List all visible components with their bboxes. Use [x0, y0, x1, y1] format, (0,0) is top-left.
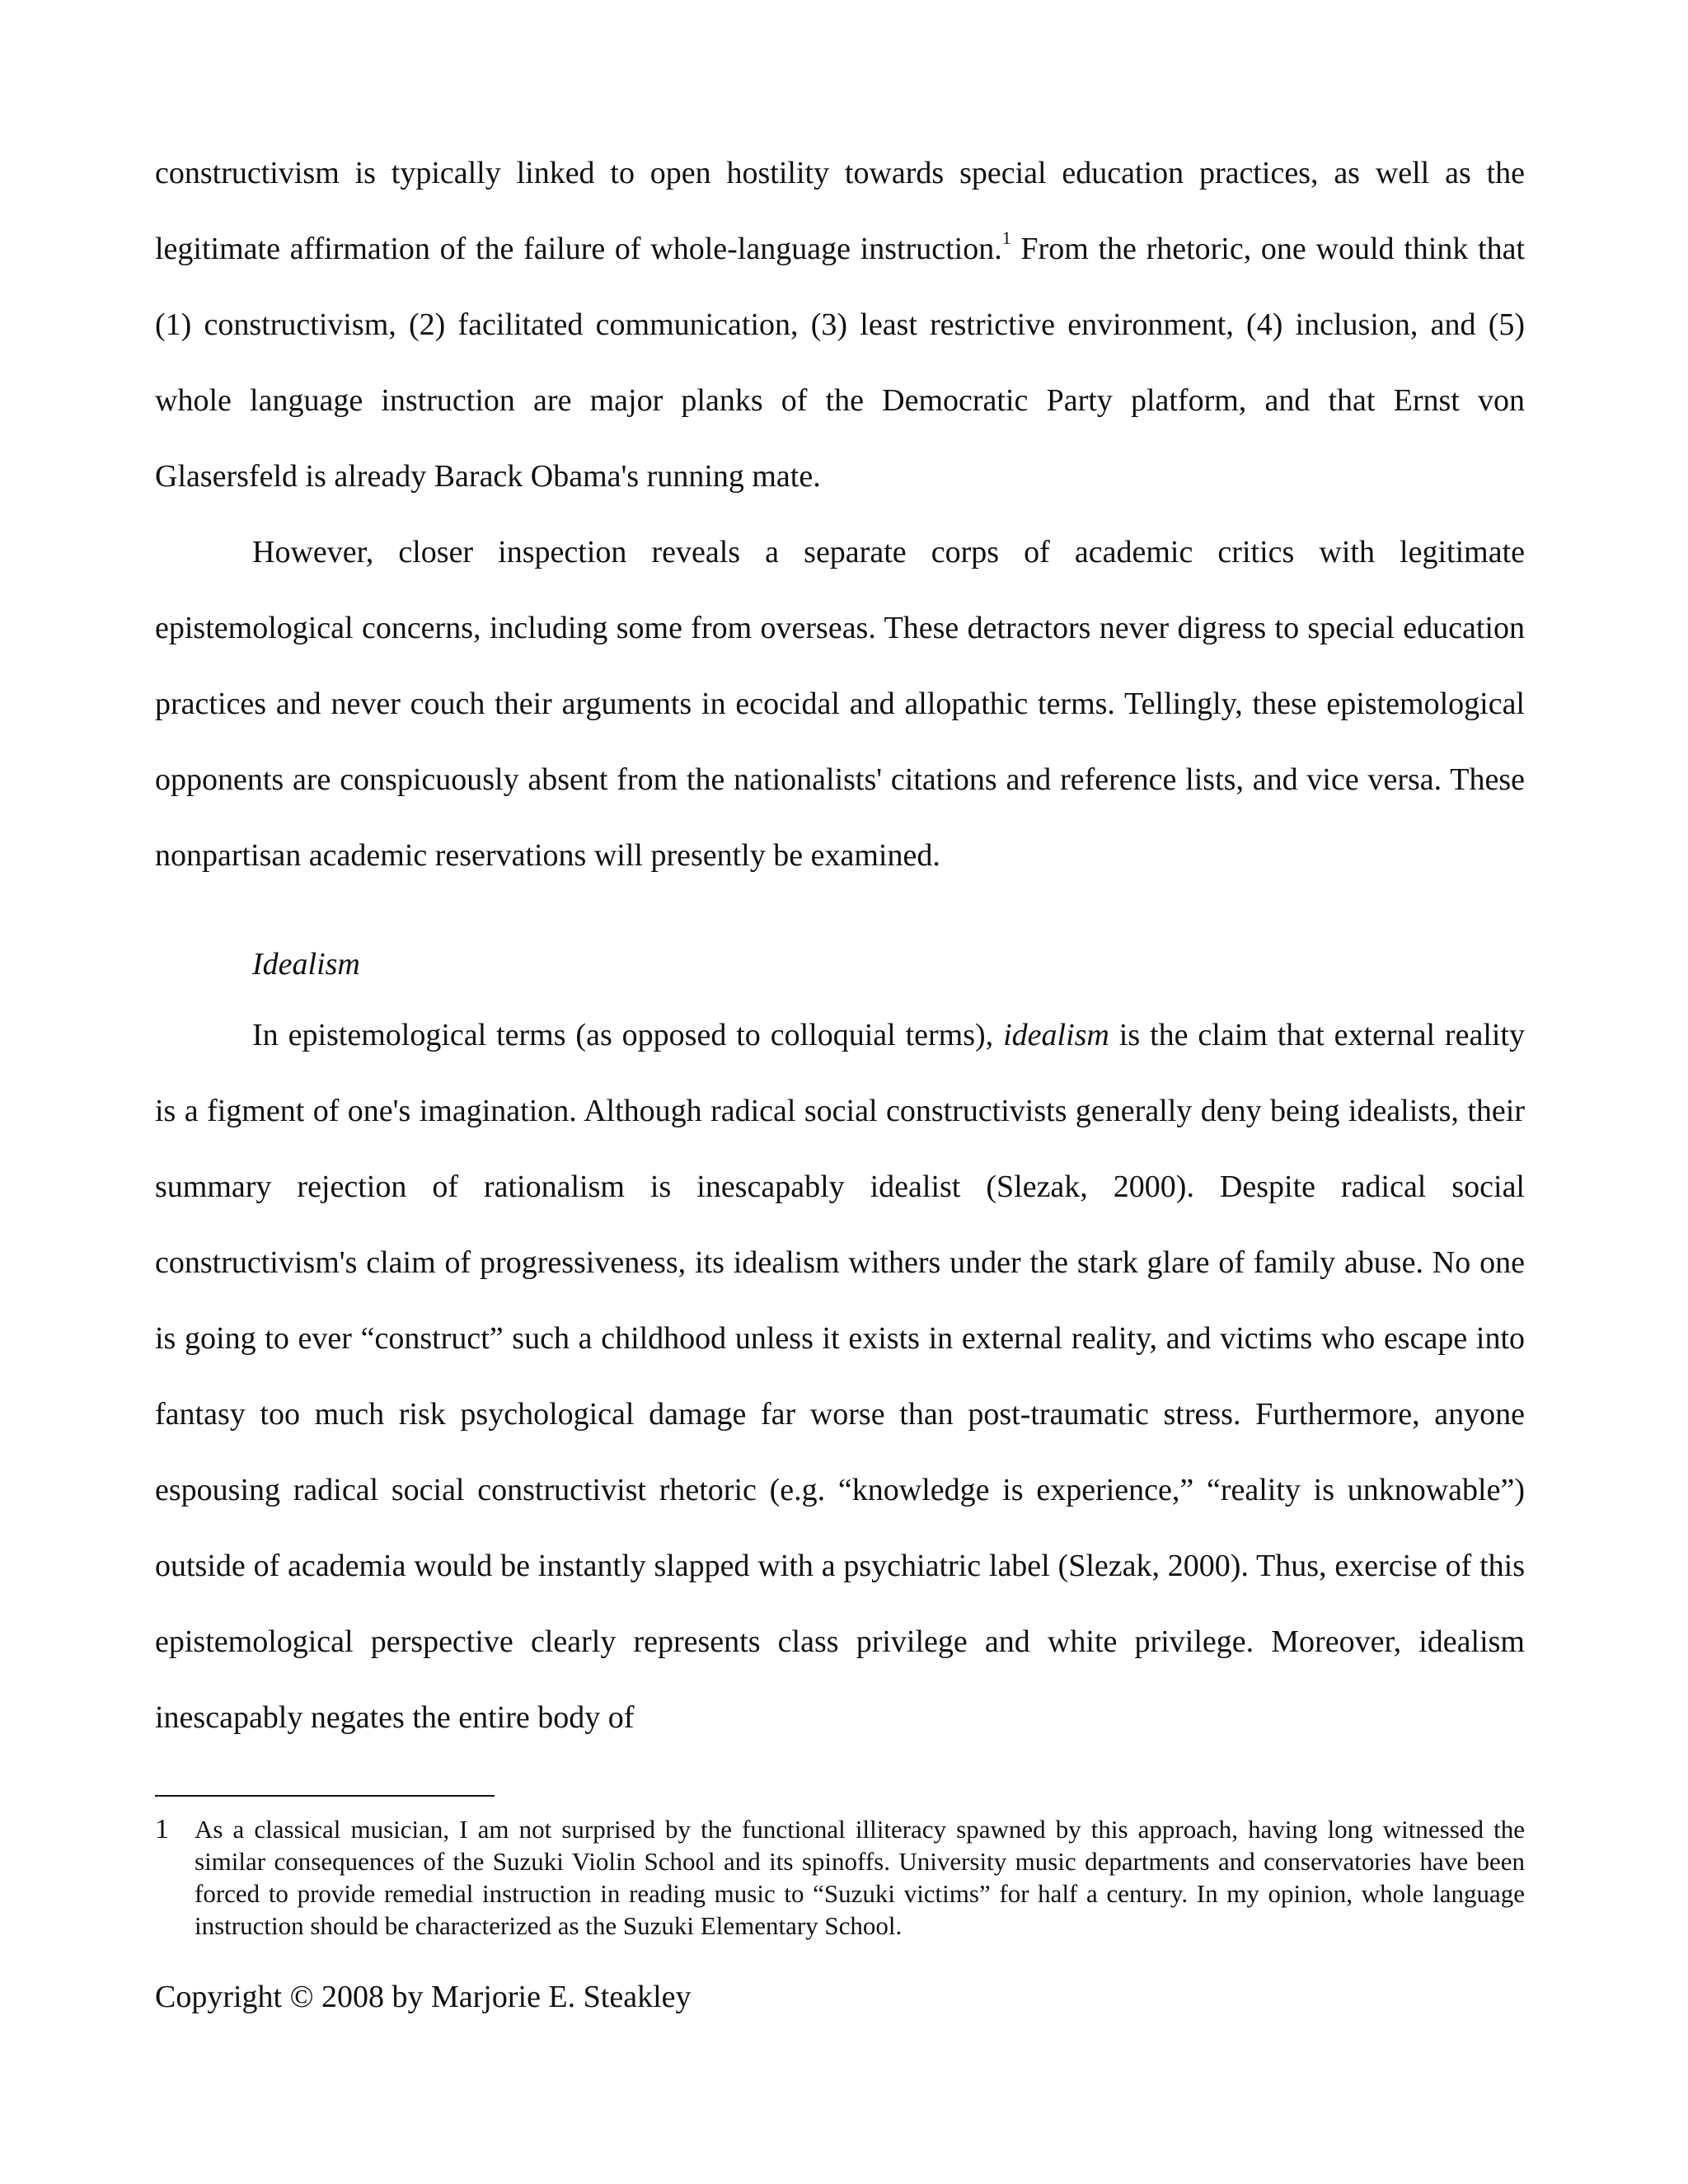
- footnote-separator: [155, 1795, 495, 1797]
- paragraph-3-text-end: is the claim that external reality is a figment of one's imagination. Although radical social constructivists generally deny being idealists, their summary rejection of rationalism is inescapably idealist (Slezak, 2000). Despite radical social constructivism's claim of progressiveness, its idealism withers under the stark glare of family abuse. No one is going to ever “construct” such a childhood unless it exists in external reality, and victims who escape into fantasy too much risk psychological damage far worse than post-traumatic stress. Furthermore, anyone espousing radical social constructivist rhetoric (e.g. “knowledge is experience,” “reality is unknowable”) outside of academia would be instantly slapped with a psychiatric label (Slezak, 2000). Thus, exercise of this epistemological perspective clearly represents class privilege and white privilege. Moreover, idealism inescapably negates the entire body of: [155, 1018, 1525, 1735]
- section-heading: Idealism: [252, 947, 360, 982]
- document-page: [155, 148, 1525, 1755]
- copyright-notice: Copyright © 2008 by Marjorie E. Steakley: [155, 1980, 692, 2014]
- paragraph-1-text-start: constructivism is typically linked to open hostility towards special education practices, as well as the legitimate affirmation of the failure of whole-language instruction.: [155, 156, 1525, 266]
- footnote-number: 1: [155, 1814, 169, 1844]
- footnote-reference-1: 1: [1001, 227, 1011, 249]
- defined-term: idealism: [1003, 1018, 1109, 1052]
- paragraph-3-text-start: In epistemological terms (as opposed to colloquial terms),: [252, 1018, 1004, 1052]
- footnote-text: As a classical musician, I am not surprised by the functional illiteracy spawned by this approach, having long witnessed the similar consequences of the Suzuki Violin School and its spinoffs. University music departments and conservatories have been forced to provide remedial instruction in reading music to “Suzuki victims” for half a century. In my opinion, whole language instruction should be characterized as the Suzuki Elementary School.: [195, 1815, 1525, 1940]
- body-paragraph-3: [155, 997, 1525, 1755]
- footnote: [155, 1813, 1525, 1942]
- body-paragraph-1: [155, 135, 1525, 514]
- paragraph-1-text-end: From the rhetoric, one would think that (1) constructivism, (2) facilitated communication, (3) least restrictive environment, (4) inclusion, and (5) whole language instruction are major planks of the Democratic Party platform, and that Ernst von Glasersfeld is already Barack Obama's running mate.: [155, 232, 1525, 494]
- body-paragraph-2: However, closer inspection reveals a separate corps of academic critics with legitimate epistemological concerns, including some from overseas. These detractors never digress to special education practices and never couch their arguments in ecocidal and allopathic terms. Tellingly, these epistemological opponents are conspicuously absent from the nationalists' citations and reference lists, and vice versa. These nonpartisan academic reservations will presently be examined.: [155, 535, 1525, 873]
